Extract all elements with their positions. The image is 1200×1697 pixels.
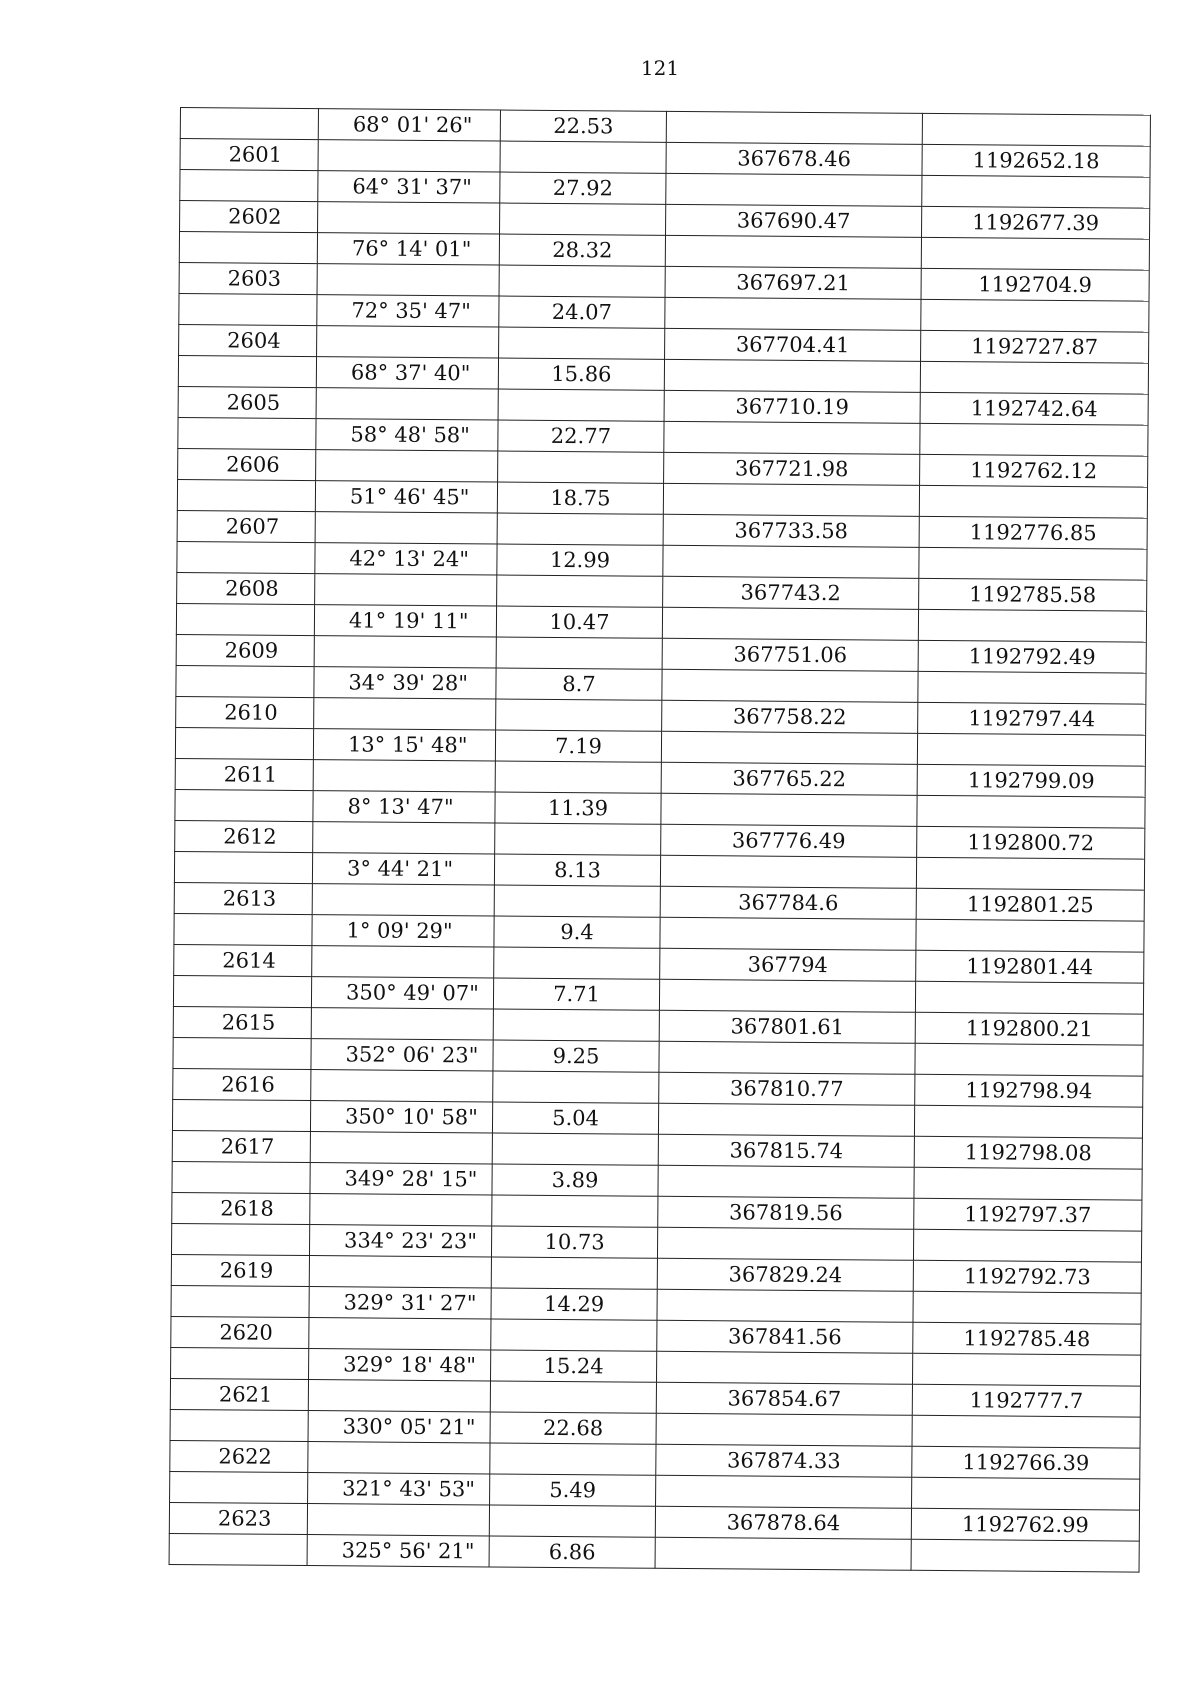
northing-cell-empty xyxy=(918,609,1146,642)
bearing-cell: 42° 13' 24" xyxy=(315,543,497,575)
distance-cell: 14.29 xyxy=(491,1288,657,1320)
northing-cell: 1192776.85 xyxy=(919,516,1147,549)
distance-cell: 10.73 xyxy=(491,1226,657,1258)
distance-cell: 28.32 xyxy=(499,234,665,266)
bearing-cell: 325° 56' 21" xyxy=(307,1535,489,1567)
bearing-cell: 350° 10' 58" xyxy=(310,1101,492,1133)
northing-cell: 1192762.12 xyxy=(920,454,1148,487)
easting-cell: 367751.06 xyxy=(662,638,918,671)
northing-cell-empty xyxy=(912,1477,1140,1510)
station-id: 2610 xyxy=(176,696,314,728)
distance-cell: 27.92 xyxy=(500,172,666,204)
easting-cell-empty xyxy=(660,917,916,950)
station-cell-empty xyxy=(170,1409,308,1441)
distance-cell: 18.75 xyxy=(497,482,663,514)
bearing-cell: 349° 28' 15" xyxy=(310,1163,492,1195)
station-cell-empty xyxy=(178,355,316,387)
distance-cell-empty xyxy=(496,637,662,669)
station-id: 2623 xyxy=(169,1502,307,1534)
page-number: 121 xyxy=(640,56,680,80)
bearing-cell: 41° 19' 11" xyxy=(314,605,496,637)
northing-cell: 1192785.48 xyxy=(913,1322,1141,1355)
distance-cell: 15.86 xyxy=(498,358,664,390)
easting-cell: 367743.2 xyxy=(663,576,919,609)
bearing-cell-empty xyxy=(310,1194,492,1226)
easting-cell-empty xyxy=(659,979,915,1012)
northing-cell-empty xyxy=(914,1105,1142,1138)
distance-cell: 15.24 xyxy=(491,1350,657,1382)
station-cell-empty xyxy=(178,417,316,449)
easting-cell: 367721.98 xyxy=(664,452,920,485)
easting-cell-empty xyxy=(656,1475,912,1508)
distance-cell-empty xyxy=(496,699,662,731)
distance-cell-empty xyxy=(497,575,663,607)
easting-cell: 367776.49 xyxy=(661,824,917,857)
easting-cell-empty xyxy=(661,731,917,764)
distance-cell: 22.77 xyxy=(498,420,664,452)
station-cell-empty xyxy=(171,1285,309,1317)
bearing-cell: 13° 15' 48" xyxy=(313,729,495,761)
bearing-cell: 58° 48' 58" xyxy=(316,419,498,451)
bearing-cell: 68° 01' 26" xyxy=(318,109,500,141)
northing-cell: 1192800.21 xyxy=(915,1012,1143,1045)
station-id: 2613 xyxy=(174,882,312,914)
station-cell-empty xyxy=(179,232,317,264)
bearing-cell-empty xyxy=(315,574,497,606)
northing-cell-empty xyxy=(919,485,1147,518)
northing-cell: 1192742.64 xyxy=(920,392,1148,425)
station-id: 2618 xyxy=(172,1192,310,1224)
easting-cell-empty xyxy=(663,483,919,516)
station-cell-empty xyxy=(176,665,314,697)
station-id: 2609 xyxy=(176,634,314,666)
bearing-cell-empty xyxy=(316,450,498,482)
northing-cell: 1192704.9 xyxy=(921,268,1149,301)
distance-cell: 9.4 xyxy=(494,916,660,948)
easting-cell: 367819.56 xyxy=(658,1196,914,1229)
northing-cell: 1192792.73 xyxy=(913,1260,1141,1293)
easting-cell: 367678.46 xyxy=(666,142,922,175)
easting-cell-empty xyxy=(666,111,922,144)
station-cell-empty xyxy=(173,975,311,1007)
northing-cell-empty xyxy=(920,423,1148,456)
bearing-cell: 334° 23' 23" xyxy=(309,1225,491,1257)
bearing-cell-empty xyxy=(312,884,494,916)
easting-cell-empty xyxy=(659,1041,915,1074)
easting-cell: 367874.33 xyxy=(656,1444,912,1477)
station-id: 2619 xyxy=(171,1254,309,1286)
survey-table-body xyxy=(169,108,1150,1573)
bearing-cell: 330° 05' 21" xyxy=(308,1411,490,1443)
northing-cell: 1192777.7 xyxy=(912,1384,1140,1417)
northing-cell-empty xyxy=(921,299,1149,332)
bearing-cell: 34° 39' 28" xyxy=(314,667,496,699)
bearing-cell-empty xyxy=(317,326,499,358)
bearing-cell: 329° 18' 48" xyxy=(309,1349,491,1381)
distance-cell: 5.04 xyxy=(492,1102,658,1134)
distance-cell-empty xyxy=(492,1195,658,1227)
distance-cell: 11.39 xyxy=(495,792,661,824)
bearing-cell: 8° 13' 47" xyxy=(313,791,495,823)
distance-cell-empty xyxy=(491,1257,657,1289)
easting-cell: 367758.22 xyxy=(662,700,918,733)
station-cell-empty xyxy=(171,1347,309,1379)
bearing-cell: 64° 31' 37" xyxy=(318,171,500,203)
distance-cell-empty xyxy=(495,823,661,855)
distance-cell: 22.68 xyxy=(490,1412,656,1444)
bearing-cell: 321° 43' 53" xyxy=(308,1473,490,1505)
distance-cell: 5.49 xyxy=(490,1474,656,1506)
distance-cell: 7.19 xyxy=(495,730,661,762)
easting-cell-empty xyxy=(657,1227,913,1260)
easting-cell-empty xyxy=(656,1351,912,1384)
northing-cell-empty xyxy=(913,1229,1141,1262)
easting-cell-empty xyxy=(656,1413,912,1446)
station-id: 2612 xyxy=(175,820,313,852)
easting-cell-empty xyxy=(655,1537,911,1570)
station-id: 2604 xyxy=(179,324,317,356)
northing-cell: 1192797.44 xyxy=(918,702,1146,735)
easting-cell-empty xyxy=(666,173,922,206)
easting-cell: 367854.67 xyxy=(656,1382,912,1415)
station-cell-empty xyxy=(179,293,317,325)
bearing-cell-empty xyxy=(307,1504,489,1536)
easting-cell: 367733.58 xyxy=(663,514,919,547)
station-id: 2621 xyxy=(170,1378,308,1410)
easting-cell: 367784.6 xyxy=(660,886,916,919)
northing-cell-empty xyxy=(918,671,1146,704)
bearing-cell-empty xyxy=(310,1132,492,1164)
bearing-cell-empty xyxy=(317,264,499,296)
northing-cell-empty xyxy=(921,237,1149,270)
station-id: 2620 xyxy=(171,1316,309,1348)
survey-table xyxy=(169,107,1151,1573)
station-cell-empty xyxy=(176,603,314,635)
easting-cell: 367704.41 xyxy=(665,328,921,361)
bearing-cell-empty xyxy=(313,822,495,854)
easting-cell: 367841.56 xyxy=(657,1320,913,1353)
northing-cell: 1192766.39 xyxy=(912,1446,1140,1479)
bearing-cell: 72° 35' 47" xyxy=(317,295,499,327)
bearing-cell: 68° 37' 40" xyxy=(316,357,498,389)
northing-cell-empty xyxy=(912,1415,1140,1448)
station-cell-empty xyxy=(174,851,312,883)
bearing-cell-empty xyxy=(313,760,495,792)
bearing-cell-empty xyxy=(316,388,498,420)
northing-cell-empty xyxy=(915,1043,1143,1076)
northing-cell: 1192798.08 xyxy=(914,1136,1142,1169)
station-cell-empty xyxy=(170,1471,308,1503)
bearing-cell-empty xyxy=(315,512,497,544)
bearing-cell-empty xyxy=(314,698,496,730)
distance-cell-empty xyxy=(499,265,665,297)
distance-cell: 24.07 xyxy=(499,296,665,328)
bearing-cell: 1° 09' 29" xyxy=(312,915,494,947)
northing-cell: 1192762.99 xyxy=(911,1508,1139,1541)
distance-cell-empty xyxy=(499,327,665,359)
northing-cell: 1192792.49 xyxy=(918,640,1146,673)
northing-cell-empty xyxy=(914,1167,1142,1200)
northing-cell-empty xyxy=(912,1353,1140,1386)
distance-cell: 8.7 xyxy=(496,668,662,700)
distance-cell-empty xyxy=(493,1009,659,1041)
easting-cell: 367878.64 xyxy=(655,1506,911,1539)
bearing-cell-empty xyxy=(308,1380,490,1412)
distance-cell: 22.53 xyxy=(500,110,666,142)
northing-cell-empty xyxy=(916,919,1144,952)
northing-cell: 1192799.09 xyxy=(917,764,1145,797)
easting-cell: 367697.21 xyxy=(665,266,921,299)
distance-cell-empty xyxy=(497,513,663,545)
easting-cell-empty xyxy=(664,359,920,392)
northing-cell: 1192798.94 xyxy=(915,1074,1143,1107)
bearing-cell-empty xyxy=(314,636,496,668)
easting-cell-empty xyxy=(657,1289,913,1322)
distance-cell-empty xyxy=(500,203,666,235)
station-cell-empty xyxy=(175,789,313,821)
station-cell-empty xyxy=(169,1533,307,1565)
station-id: 2601 xyxy=(180,139,318,171)
northing-cell-empty xyxy=(920,361,1148,394)
bearing-cell: 76° 14' 01" xyxy=(317,233,499,265)
northing-cell-empty xyxy=(919,547,1147,580)
northing-cell: 1192801.25 xyxy=(916,888,1144,921)
distance-cell-empty xyxy=(490,1381,656,1413)
easting-cell: 367810.77 xyxy=(659,1072,915,1105)
station-cell-empty xyxy=(171,1223,309,1255)
easting-cell: 367710.19 xyxy=(664,390,920,423)
northing-cell-empty xyxy=(916,857,1144,890)
distance-cell-empty xyxy=(493,1071,659,1103)
northing-cell: 1192727.87 xyxy=(921,330,1149,363)
bearing-cell-empty xyxy=(311,1008,493,1040)
northing-cell-empty xyxy=(911,1539,1139,1572)
northing-cell: 1192785.58 xyxy=(919,578,1147,611)
distance-cell-empty xyxy=(495,761,661,793)
easting-cell: 367690.47 xyxy=(666,204,922,237)
easting-cell-empty xyxy=(660,855,916,888)
easting-cell-empty xyxy=(663,545,919,578)
station-id: 2615 xyxy=(173,1006,311,1038)
station-cell-empty xyxy=(180,108,318,140)
station-id: 2607 xyxy=(177,510,315,542)
distance-cell-empty xyxy=(498,389,664,421)
northing-cell-empty xyxy=(922,175,1150,208)
easting-cell: 367815.74 xyxy=(658,1134,914,1167)
easting-cell-empty xyxy=(664,421,920,454)
bearing-cell: 350° 49' 07" xyxy=(311,977,493,1009)
distance-cell-empty xyxy=(498,451,664,483)
distance-cell: 3.89 xyxy=(492,1164,658,1196)
station-id: 2614 xyxy=(174,944,312,976)
distance-cell-empty xyxy=(494,885,660,917)
distance-cell-empty xyxy=(490,1443,656,1475)
distance-cell-empty xyxy=(494,947,660,979)
station-id: 2622 xyxy=(170,1440,308,1472)
station-cell-empty xyxy=(177,541,315,573)
easting-cell: 367801.61 xyxy=(659,1010,915,1043)
northing-cell: 1192800.72 xyxy=(917,826,1145,859)
bearing-cell-empty xyxy=(309,1318,491,1350)
bearing-cell-empty xyxy=(318,140,500,172)
station-cell-empty xyxy=(173,1037,311,1069)
distance-cell-empty xyxy=(500,141,666,173)
station-id: 2611 xyxy=(175,758,313,790)
station-cell-empty xyxy=(180,170,318,202)
easting-cell-empty xyxy=(665,297,921,330)
distance-cell: 12.99 xyxy=(497,544,663,576)
easting-cell-empty xyxy=(665,235,921,268)
station-cell-empty xyxy=(172,1161,310,1193)
easting-cell: 367829.24 xyxy=(657,1258,913,1291)
bearing-cell-empty xyxy=(311,1070,493,1102)
northing-cell: 1192652.18 xyxy=(922,144,1150,177)
bearing-cell: 352° 06' 23" xyxy=(311,1039,493,1071)
distance-cell: 7.71 xyxy=(493,978,659,1010)
bearing-cell: 51° 46' 45" xyxy=(315,481,497,513)
distance-cell: 10.47 xyxy=(496,606,662,638)
easting-cell-empty xyxy=(662,669,918,702)
easting-cell: 367794 xyxy=(660,948,916,981)
station-cell-empty xyxy=(172,1099,310,1131)
easting-cell-empty xyxy=(658,1165,914,1198)
station-id: 2616 xyxy=(173,1068,311,1100)
distance-cell-empty xyxy=(492,1133,658,1165)
northing-cell-empty xyxy=(917,733,1145,766)
distance-cell-empty xyxy=(489,1505,655,1537)
northing-cell-empty xyxy=(913,1291,1141,1324)
station-id: 2606 xyxy=(178,448,316,480)
bearing-cell-empty xyxy=(312,946,494,978)
distance-cell: 6.86 xyxy=(489,1536,655,1568)
bearing-cell: 3° 44' 21" xyxy=(312,853,494,885)
station-id: 2605 xyxy=(178,386,316,418)
distance-cell-empty xyxy=(491,1319,657,1351)
northing-cell: 1192677.39 xyxy=(921,206,1149,239)
station-cell-empty xyxy=(177,479,315,511)
northing-cell-empty xyxy=(922,113,1150,146)
northing-cell-empty xyxy=(917,795,1145,828)
northing-cell-empty xyxy=(915,981,1143,1014)
bearing-cell-empty xyxy=(308,1442,490,1474)
station-cell-empty xyxy=(174,913,312,945)
easting-cell-empty xyxy=(658,1103,914,1136)
bearing-cell: 329° 31' 27" xyxy=(309,1287,491,1319)
easting-cell: 367765.22 xyxy=(661,762,917,795)
station-id: 2603 xyxy=(179,262,317,294)
northing-cell: 1192801.44 xyxy=(916,950,1144,983)
bearing-cell-empty xyxy=(318,202,500,234)
northing-cell: 1192797.37 xyxy=(914,1198,1142,1231)
station-id: 2608 xyxy=(177,572,315,604)
station-cell-empty xyxy=(175,727,313,759)
bearing-cell-empty xyxy=(309,1256,491,1288)
easting-cell-empty xyxy=(661,793,917,826)
station-id: 2602 xyxy=(180,201,318,233)
station-id: 2617 xyxy=(172,1130,310,1162)
easting-cell-empty xyxy=(662,607,918,640)
distance-cell: 9.25 xyxy=(493,1040,659,1072)
distance-cell: 8.13 xyxy=(494,854,660,886)
